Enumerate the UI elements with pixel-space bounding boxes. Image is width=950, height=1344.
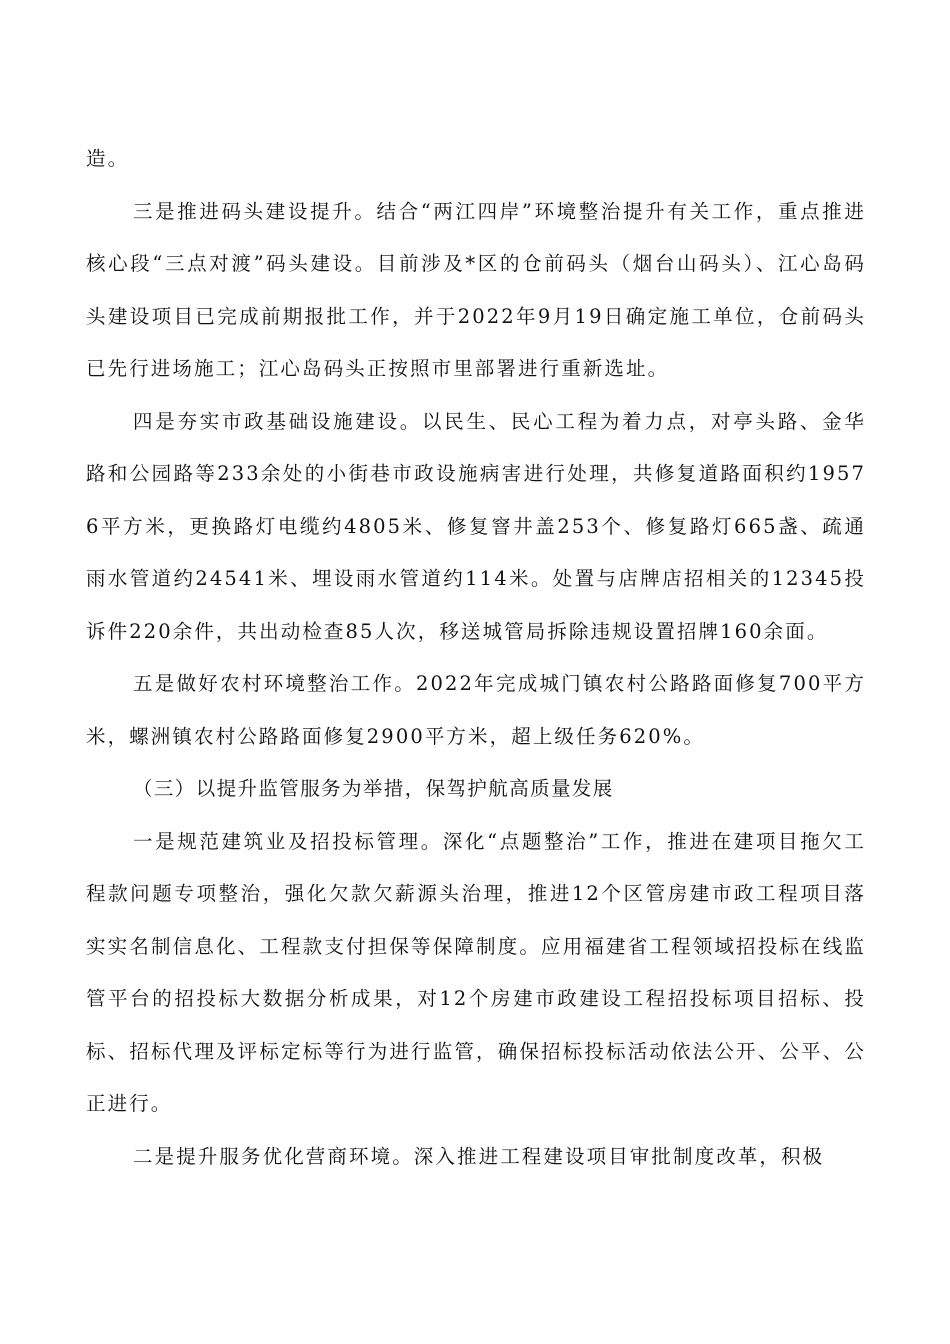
paragraph-business-environment: 二是提升服务优化营商环境。深入推进工程建设项目审批制度改革，积极 [133,1144,825,1168]
paragraph-wharf-construction: 三是推进码头建设提升。结合“两江四岸”环境整治提升有关工作，重点推进核心段“三点对渡”码头建设。目前涉及*区的仓前码头（烟台山码头）、江心岛码头建设项目已完成前期报批工作，并于2022年9月19日确定施工单位，仓前码头已先行进场施工；江心岛码头正按照市里部署进行重新选址。 [86,199,866,380]
paragraph-construction-bidding: 一是规范建筑业及招投标管理。深化“点题整治”工作，推进在建项目拖欠工程款问题专项整治，强化欠款欠薪源头治理，推进12个区管房建市政工程项目落实实名制信息化、工程款支付担保等保障制度。应用福建省工程领域招投标在线监管平台的招投标大数据分析成果，对12个房建市政建设工程招投标项目招标、投标、招标代理及评标定标等行为进行监管，确保招标投标活动依法公开、公平、公正进行。 [86,829,866,1115]
paragraph-continuation: 造。 [86,147,130,170]
section-heading-supervision: （三）以提升监管服务为举措，保驾护航高质量发展 [133,777,614,800]
paragraph-rural-environment: 五是做好农村环境整治工作。2022年完成城门镇农村公路路面修复700平方米，螺洲镇农村公路路面修复2900平方米，超上级任务620%。 [86,672,866,748]
paragraph-municipal-infrastructure: 四是夯实市政基础设施建设。以民生、民心工程为着力点，对亭头路、金华路和公园路等233余处的小街巷市政设施病害进行处理，共修复道路面积约19576平方米，更换路灯电缆约4805米、修复窨井盖253个、修复路灯665盏、疏通雨水管道约24541米、埋设雨水管道约114米。处置与店牌店招相关的12345投诉件220余件，共出动检查85人次，移送城管局拆除违规设置招牌160余面。 [86,409,866,643]
document-body [86,133,866,1183]
